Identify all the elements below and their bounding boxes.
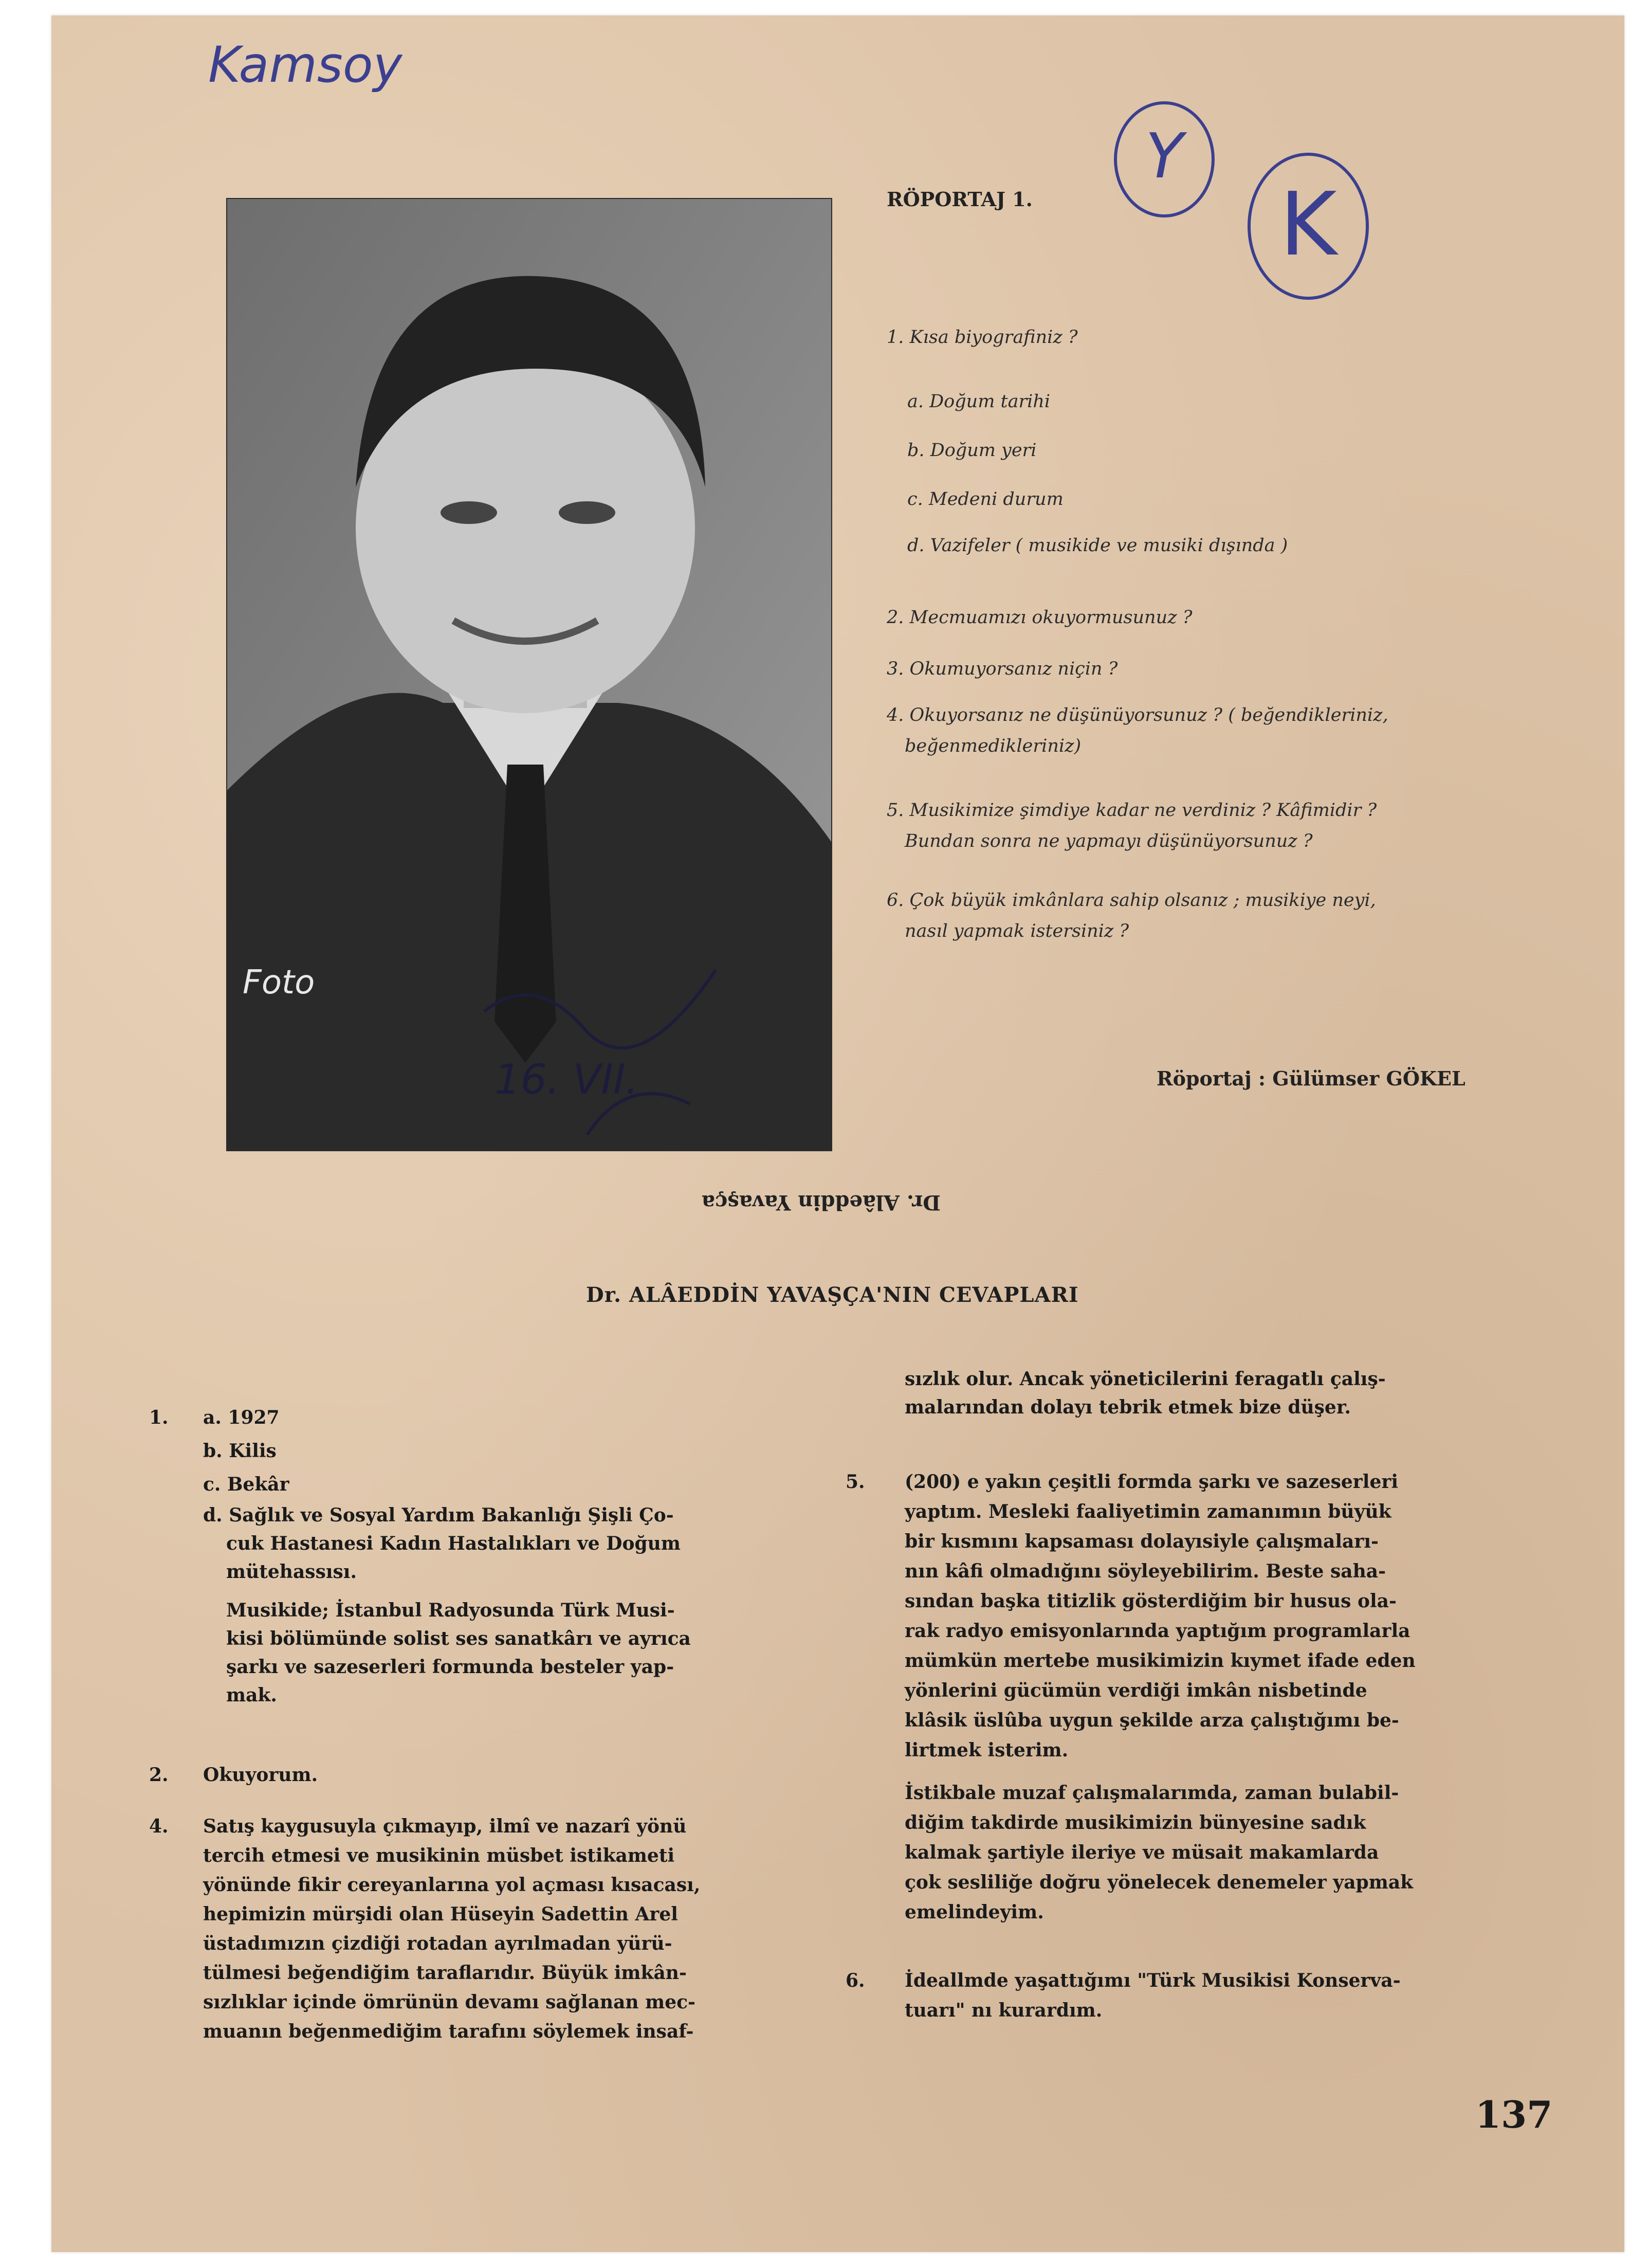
answer-1b: b. Kilis <box>203 1440 277 1462</box>
question-1a: a. Doğum tarihi <box>907 391 1051 412</box>
svg-text:Y: Y <box>1145 121 1183 192</box>
answer-1c: c. Bekâr <box>203 1474 289 1495</box>
answer-4-line: yönünde fikir cereyanlarına yol açması kısacası, <box>203 1874 701 1896</box>
question-1b: b. Doğum yeri <box>907 440 1037 461</box>
answer-2: Okuyorum. <box>203 1764 318 1786</box>
answer-number-4: 4. <box>149 1816 169 1837</box>
answer-5-line: yaptım. Mesleki faaliyetimin zamanımın büyük <box>905 1501 1391 1522</box>
answers-left-column <box>149 1404 869 2072</box>
answer-4-line: hepimizin mürşidi olan Hüseyin Sadettin Arel <box>203 1903 678 1925</box>
page-number: 137 <box>1475 2093 1553 2136</box>
answer-6-line: tuarı" nı kurardım. <box>905 2000 1103 2021</box>
answer-5-line: yönlerini gücümün verdiği imkân nisbetinde <box>905 1680 1367 1701</box>
circled-mark-y <box>1105 100 1223 219</box>
answer-1-musik-line: mak. <box>226 1684 277 1706</box>
handwritten-name: Kamsoy <box>208 36 402 94</box>
answer-5-line: rak radyo emisyonlarında yaptığım programlarla <box>905 1620 1410 1642</box>
svg-text:Foto: Foto <box>243 964 315 1002</box>
answer-5-line: sından başka titizlik gösterdiğim bir husus ola- <box>905 1590 1397 1612</box>
question-5-line-1: 5. Musikimize şimdiye kadar ne verdiniz ? Kâfimidir ? <box>887 800 1377 821</box>
answer-5b-line: çok sesliliğe doğru yönelecek denemeler yapmak <box>905 1872 1414 1893</box>
question-1d: d. Vazifeler ( musikide ve musiki dışında ) <box>907 535 1288 556</box>
answer-5-line: lirtmek isterim. <box>905 1739 1069 1761</box>
question-5-line-2: Bundan sonra ne yapmayı düşünüyorsunuz ? <box>905 831 1313 851</box>
answer-1d-line: mütehassısı. <box>226 1561 357 1583</box>
question-1c: c. Medeni durum <box>907 489 1064 510</box>
svg-text:16. VII.: 16. VII. <box>494 1056 638 1103</box>
answer-5-line: (200) e yakın çeşitli formda şarkı ve sazeserleri <box>905 1471 1398 1493</box>
newspaper-page <box>51 15 1624 2252</box>
question-3: 3. Okumuyorsanız niçin ? <box>887 659 1118 679</box>
answer-number-5: 5. <box>846 1471 865 1493</box>
photo-caption: Dr. Alâeddin Yavaşça <box>702 1190 941 1214</box>
answers-right-column <box>833 1365 1578 2085</box>
answer-5-line: mümkün mertebe musikimizin kıymet ifade eden <box>905 1650 1416 1672</box>
answer-4-continued-line: malarından dolayı tebrik etmek bize düşer. <box>905 1396 1351 1418</box>
answer-1a: a. 1927 <box>203 1407 280 1428</box>
portrait-illustration <box>227 199 831 1150</box>
question-4-line-2: beğenmedikleriniz) <box>905 736 1082 756</box>
question-6-line-1: 6. Çok büyük imkânlara sahip olsanız ; musikiye neyi, <box>887 890 1376 911</box>
svg-text:K: K <box>1279 174 1337 276</box>
answer-number-1: 1. <box>149 1407 169 1428</box>
question-4-line-1: 4. Okuyorsanız ne düşünüyorsunuz ? ( beğendikleriniz, <box>887 705 1388 725</box>
portrait-photo <box>226 198 832 1151</box>
answer-4-line: Satış kaygusuyla çıkmayıp, ilmî ve nazarî yönü <box>203 1816 687 1837</box>
circled-mark-k <box>1241 144 1375 309</box>
answer-5b-line: diğim takdirde musikimizin bünyesine sadık <box>905 1812 1366 1834</box>
answer-number-2: 2. <box>149 1764 169 1786</box>
answer-4-line: üstadımızın çizdiği rotadan ayrılmadan yürü- <box>203 1933 672 1954</box>
answer-4-line: muanın beğenmediğim tarafını söylemek insaf- <box>203 2021 694 2042</box>
answer-4-continued-line: sızlık olur. Ancak yöneticilerini feragatlı çalış- <box>905 1368 1386 1390</box>
answer-4-line: tülmesi beğendiğim taraflarıdır. Büyük imkân- <box>203 1962 687 1984</box>
answer-1-musik-line: kisi bölümünde solist ses sanatkârı ve ayrıca <box>226 1628 691 1649</box>
answer-5b-line: emelindeyim. <box>905 1901 1044 1923</box>
answer-4-line: tercih etmesi ve musikinin müsbet istikameti <box>203 1845 675 1866</box>
answer-number-6: 6. <box>846 1970 865 1991</box>
question-6-line-2: nasıl yapmak istersiniz ? <box>905 921 1129 941</box>
answer-1-musik-line: Musikide; İstanbul Radyosunda Türk Musi- <box>226 1600 675 1621</box>
answer-6-line: İdeallmde yaşattığımı "Türk Musikisi Konserva- <box>905 1970 1401 1991</box>
answer-1d-line: d. Sağlık ve Sosyal Yardım Bakanlığı Şişli Ço- <box>203 1504 674 1526</box>
answer-5b-line: İstikbale muzaf çalışmalarımda, zaman bulabil- <box>905 1782 1399 1804</box>
answer-1d-line: cuk Hastanesi Kadın Hastalıkları ve Doğum <box>226 1533 681 1554</box>
answer-1-musik-line: şarkı ve sazeserleri formunda besteler yap- <box>226 1656 674 1678</box>
question-2: 2. Mecmuamızı okuyormusunuz ? <box>887 607 1193 628</box>
answer-5-line: nın kâfi olmadığını söyleyebilirim. Beste saha- <box>905 1561 1386 1582</box>
answer-5-line: bir kısmını kapsaması dolayısiyle çalışmaları- <box>905 1531 1379 1552</box>
interview-title: RÖPORTAJ 1. <box>887 188 1033 211</box>
answer-4-line: sızlıklar içinde ömrünün devamı sağlanan mec- <box>203 1991 695 2013</box>
answer-5b-line: kalmak şartiyle ileriye ve müsait makamlarda <box>905 1842 1379 1863</box>
answers-heading: Dr. ALÂEDDİN YAVAŞÇA'NIN CEVAPLARI <box>586 1283 1079 1307</box>
interview-byline: Röportaj : Gülümser GÖKEL <box>1157 1067 1465 1090</box>
question-1: 1. Kısa biyografiniz ? <box>887 327 1078 348</box>
answer-5-line: klâsik üslûba uygun şekilde arza çalıştığımı be- <box>905 1710 1399 1731</box>
